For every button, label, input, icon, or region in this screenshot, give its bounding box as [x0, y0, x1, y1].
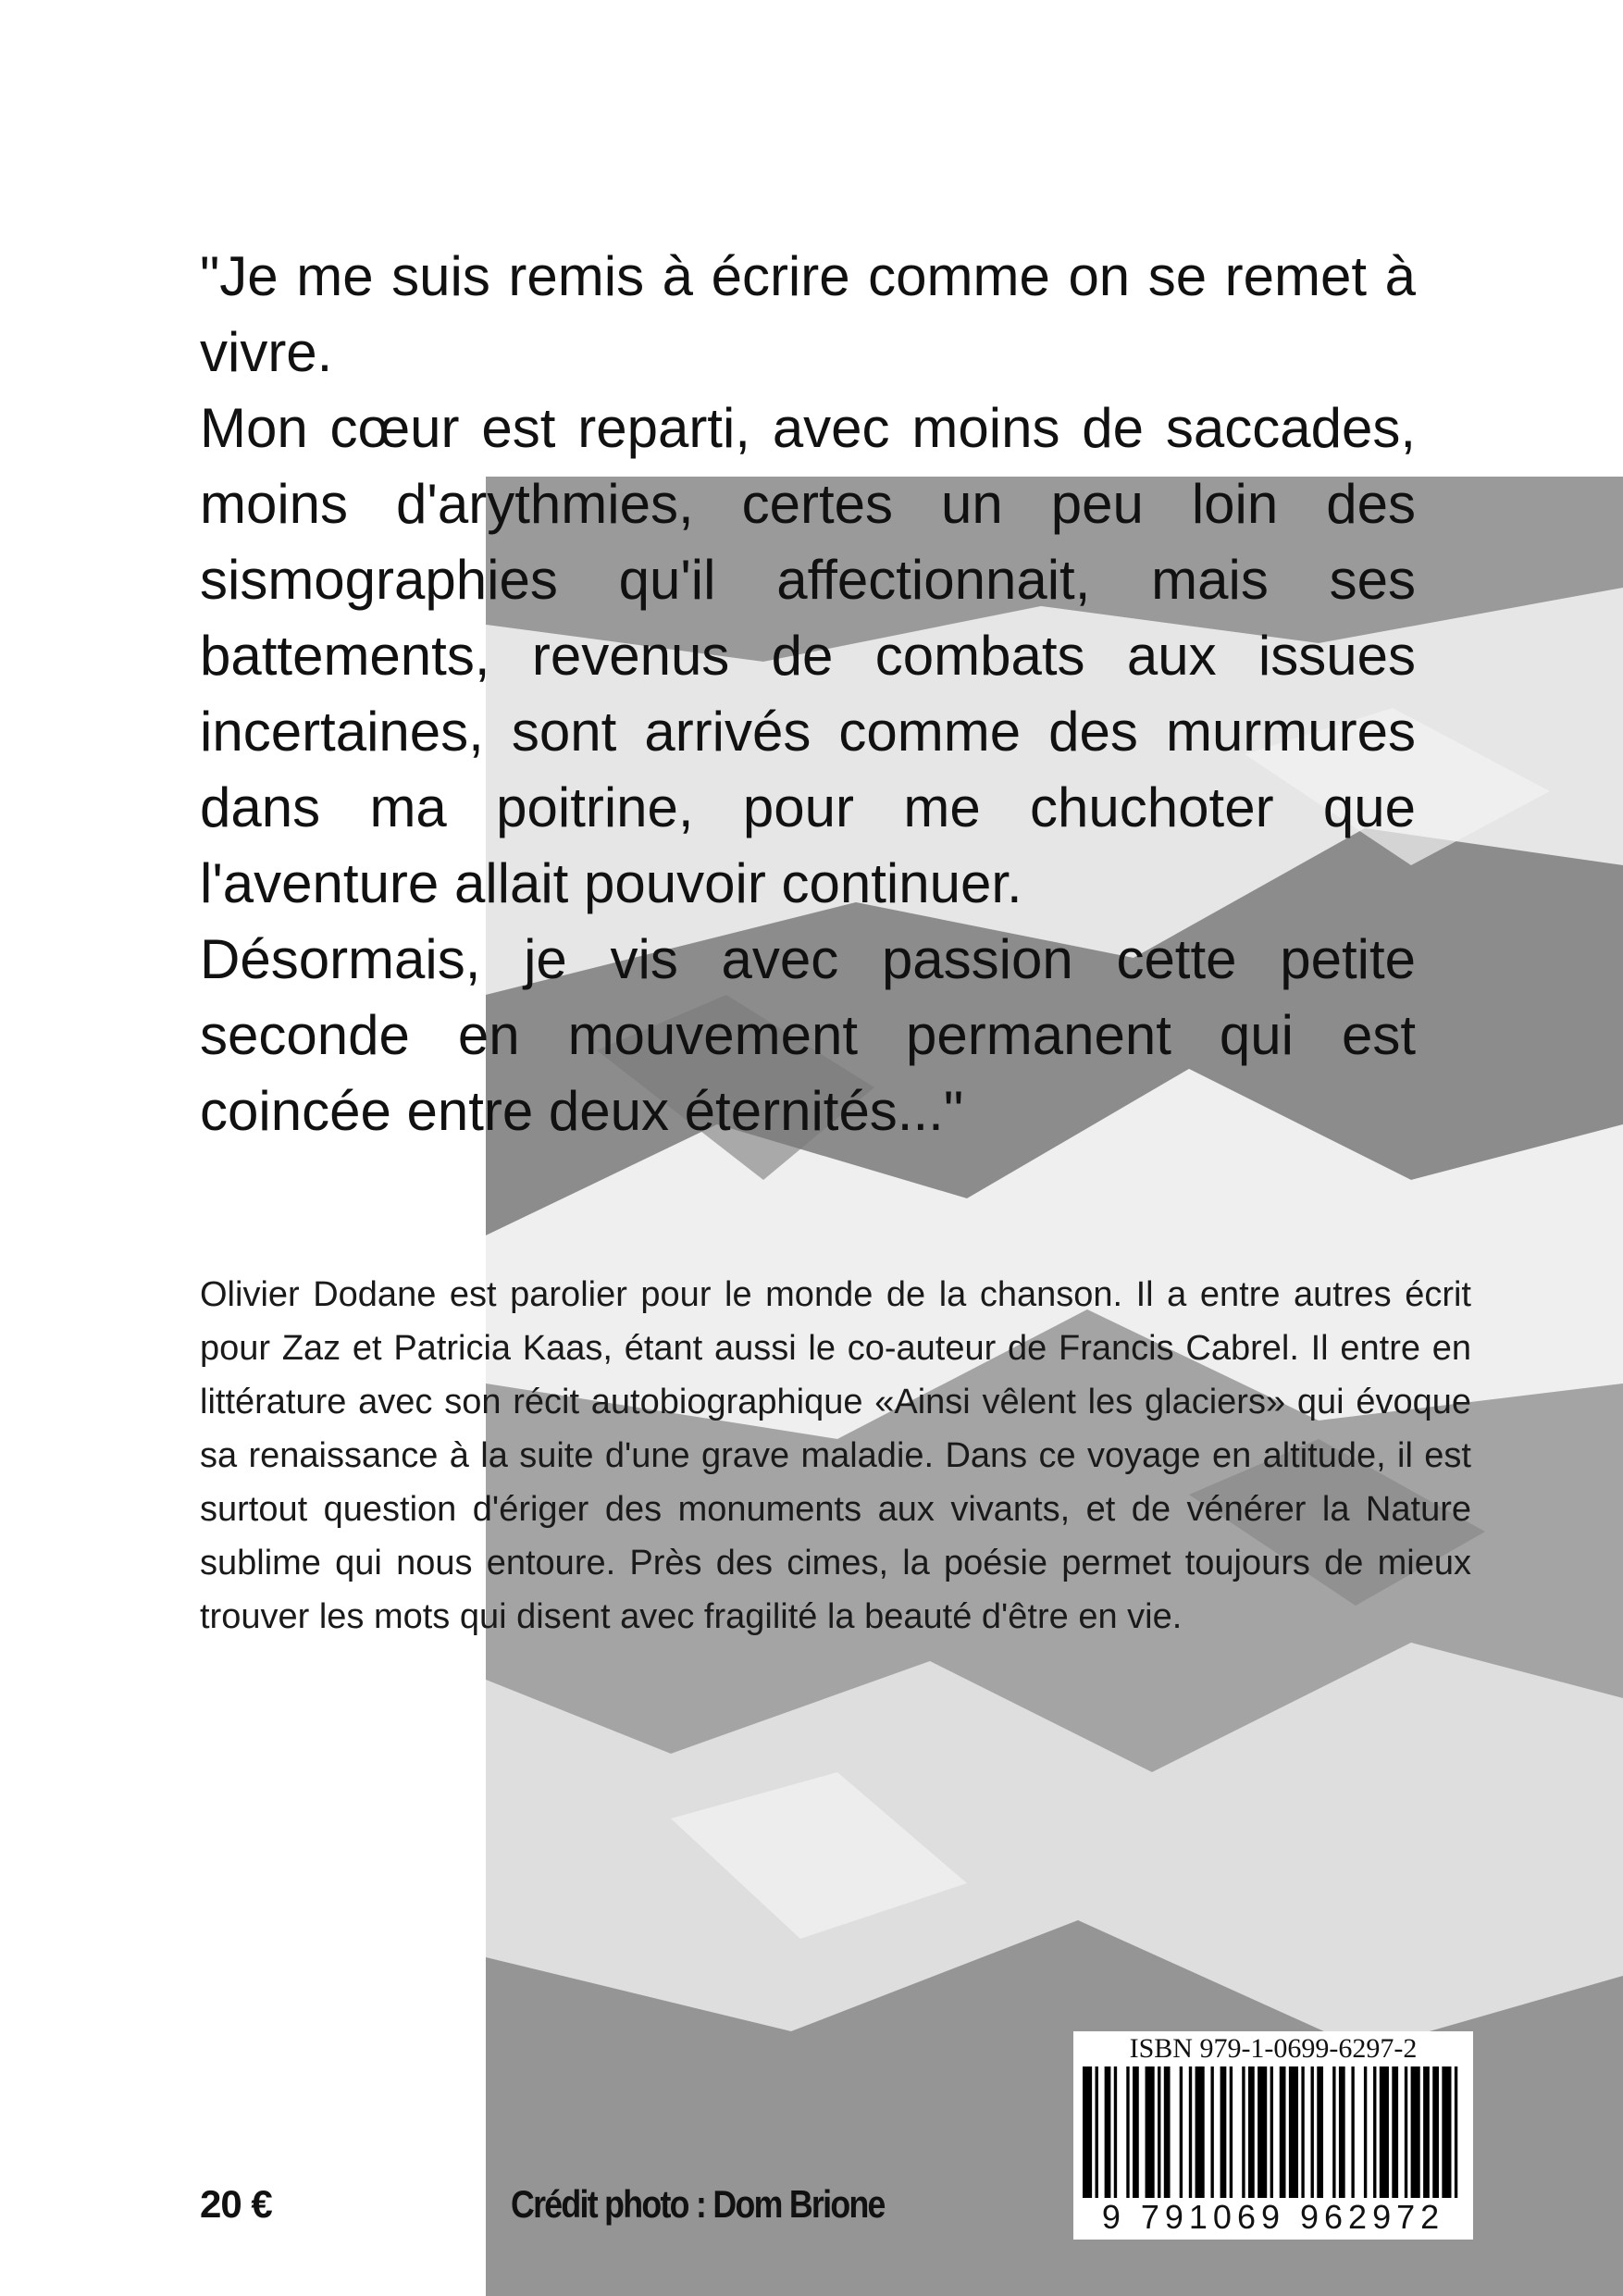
barcode-bar	[1280, 2066, 1286, 2205]
barcode-bar	[1230, 2066, 1233, 2205]
photo-credit: Crédit photo : Dom Brione	[511, 2182, 885, 2226]
barcode-bar	[1423, 2066, 1430, 2205]
barcode-bar	[1210, 2066, 1213, 2205]
barcode-bar	[1289, 2066, 1298, 2205]
barcode-bar	[1105, 2066, 1111, 2205]
quote-paragraph: Mon cœur est reparti, avec moins de saccades, moins d'arythmies, certes un peu loin des sismographies qu'il affectionnait, mais ses battements, revenus de combats aux issues incertaines, sont arrivés comme des murmures dans ma poitrine, pour me chuchoter que l'aventure allait pouvoir continuer.	[200, 397, 1416, 914]
barcode-bar	[1196, 2066, 1205, 2205]
barcode-bar	[1158, 2066, 1160, 2205]
barcode-bar	[1405, 2066, 1407, 2205]
isbn-label: ISBN 979-1-0699-6297-2	[1129, 2033, 1418, 2064]
barcode-bar	[1364, 2066, 1367, 2205]
barcode-bar	[1442, 2066, 1451, 2205]
author-bio: Olivier Dodane est parolier pour le monde de la chanson. Il a entre autres écrit pour Zaz et Patricia Kaas, étant aussi le co-auteur de Francis Cabrel. Il entre en littérature avec son récit autobiographique «Ainsi vêlent les glaciers» qui évoque sa renaissance à la suite d'une grave maladie. Dans ce voyage en altitude, il est surtout question d'ériger des monuments aux vivants, et de vénérer la Nature sublime qui nous entoure. Près des cimes, la poésie permet toujours de mieux trouver les mots qui disent avec fragilité la beauté d'être en vie.	[200, 1275, 1471, 1636]
barcode-bar	[1114, 2066, 1117, 2205]
barcode-bar	[1083, 2066, 1092, 2205]
price-label: 20 €	[200, 2182, 272, 2226]
barcode-bar	[1248, 2066, 1255, 2205]
isbn-barcode	[1073, 2031, 1473, 2240]
barcode-bar	[1096, 2066, 1098, 2205]
barcode-bar	[1242, 2066, 1245, 2205]
barcode-bar	[1126, 2066, 1129, 2205]
barcode-bar	[1317, 2066, 1323, 2205]
barcode-bar	[1332, 2066, 1335, 2205]
barcode-bar	[1432, 2066, 1439, 2205]
barcode-bar	[1180, 2066, 1183, 2205]
ean-digits: 9 791069 962972	[1073, 2198, 1473, 2237]
barcode-bar	[1220, 2066, 1227, 2205]
quote-paragraph: "Je me suis remis à écrire comme on se remet à vivre.	[200, 245, 1416, 383]
barcode-bar	[1133, 2066, 1139, 2205]
barcode-bar	[1411, 2066, 1420, 2205]
barcode-bar	[1373, 2066, 1376, 2205]
barcode-bar	[1455, 2066, 1457, 2205]
barcode-bar	[1311, 2066, 1314, 2205]
barcode-bar	[1339, 2066, 1345, 2205]
barcode-bar	[1258, 2066, 1267, 2205]
back-cover-quote	[200, 239, 1416, 1149]
barcode-bar	[1146, 2066, 1155, 2205]
barcode-bar	[1164, 2066, 1171, 2205]
barcode-bar	[1301, 2066, 1304, 2205]
quote-paragraph: Désormais, je vis avec passion cette petite seconde en mouvement permanent qui est coincée entre deux éternités..."	[200, 928, 1416, 1142]
barcode-bars	[1083, 2066, 1464, 2205]
barcode-bar	[1392, 2066, 1398, 2205]
barcode-bar	[1351, 2066, 1354, 2205]
barcode-bar	[1270, 2066, 1273, 2205]
barcode-bar	[1380, 2066, 1389, 2205]
barcode-bar	[1189, 2066, 1192, 2205]
